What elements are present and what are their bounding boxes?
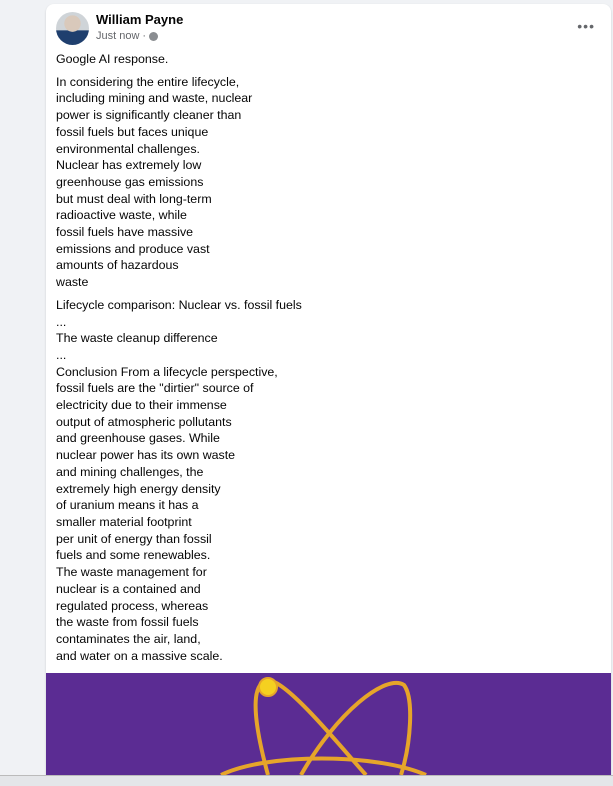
text-line: extremely high energy density [56, 481, 221, 496]
text-line: electricity due to their immense [56, 398, 227, 413]
paragraph [56, 74, 302, 291]
text-line: per unit of energy than fossil [56, 531, 212, 546]
text-line: including mining and waste, nuclear [56, 91, 253, 106]
text-line: ... [56, 347, 67, 362]
text-line: regulated process, whereas [56, 598, 209, 613]
text-line: The waste cleanup difference [56, 331, 218, 346]
text-line: fuels and some renewables. [56, 548, 211, 563]
bottom-bar [0, 775, 613, 786]
paragraph [56, 51, 302, 68]
text-line: and mining challenges, the [56, 464, 204, 479]
text-line: Conclusion From a lifecycle perspective, [56, 364, 278, 379]
text-line: environmental challenges. [56, 141, 200, 156]
text-line: radioactive waste, while [56, 208, 187, 223]
text-line: emissions and produce vast [56, 241, 210, 256]
text-line: amounts of hazardous [56, 258, 179, 273]
post-text [56, 51, 302, 670]
post-meta [96, 30, 158, 42]
text-line: nuclear power has its own waste [56, 448, 236, 463]
more-options-button[interactable]: ••• [577, 18, 595, 34]
post-time[interactable]: Just now [96, 30, 140, 42]
text-line: fossil fuels are the "dirtier" source of [56, 381, 254, 396]
text-line: smaller material footprint [56, 514, 192, 529]
text-line: greenhouse gas emissions [56, 174, 204, 189]
text-line: nuclear is a contained and [56, 581, 201, 596]
text-line: the waste from fossil fuels [56, 615, 199, 630]
text-line: Lifecycle comparison: Nuclear vs. fossil fuels [56, 297, 302, 312]
text-line: fossil fuels have massive [56, 225, 194, 240]
text-line: of uranium means it has a [56, 498, 199, 513]
text-line: but must deal with long-term [56, 191, 212, 206]
atom-icon [46, 673, 611, 775]
text-line: The waste management for [56, 565, 207, 580]
text-line: power is significantly cleaner than [56, 108, 242, 123]
text-line: waste [56, 275, 89, 290]
paragraph [56, 297, 302, 664]
avatar[interactable] [56, 12, 89, 45]
text-line: In considering the entire lifecycle, [56, 74, 240, 89]
text-line: contaminates the air, land, [56, 631, 201, 646]
text-line: ... [56, 314, 67, 329]
text-line: fossil fuels but faces unique [56, 124, 209, 139]
post-image[interactable] [46, 673, 611, 775]
text-line: Google AI response. [56, 52, 169, 66]
separator: · [142, 30, 147, 42]
author-name[interactable]: William Payne [96, 12, 184, 27]
text-line: output of atmospheric pollutants [56, 414, 232, 429]
text-line: Nuclear has extremely low [56, 158, 202, 173]
globe-icon [149, 32, 158, 41]
text-line: and greenhouse gases. While [56, 431, 220, 446]
post-card [46, 4, 611, 775]
text-line: and water on a massive scale. [56, 648, 223, 663]
